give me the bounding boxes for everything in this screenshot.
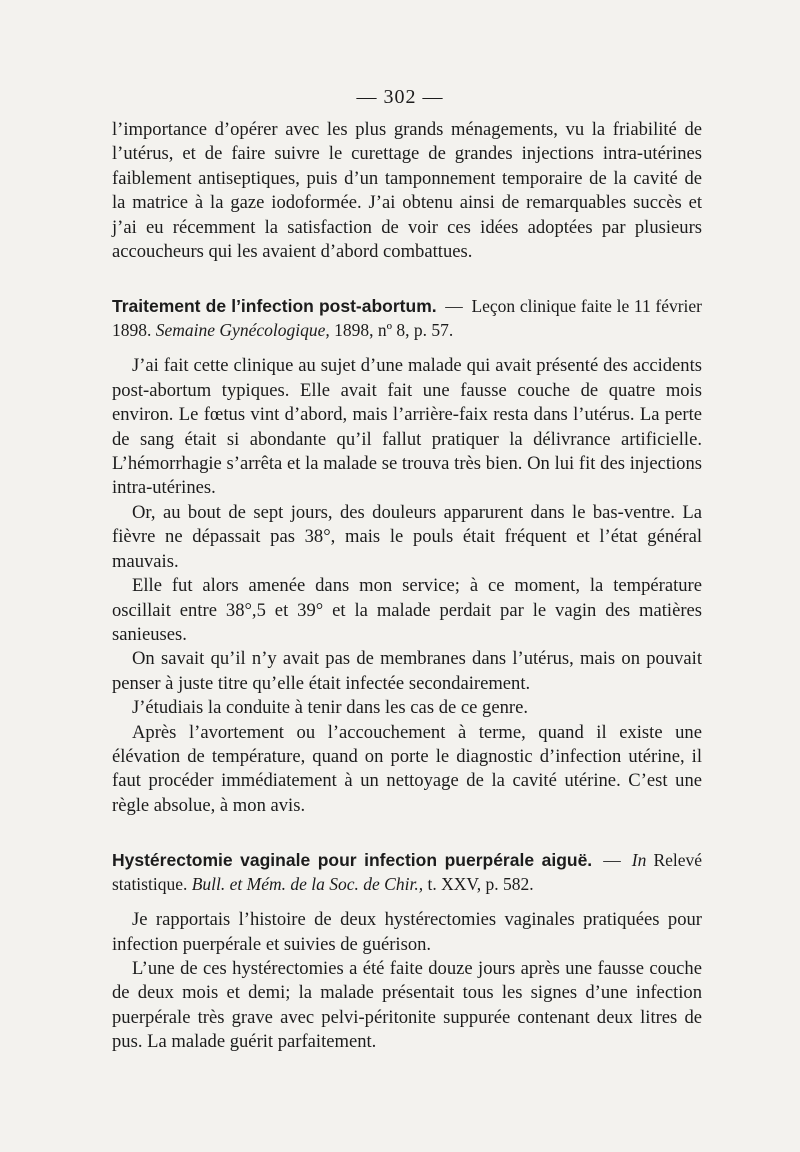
text-column xyxy=(112,118,702,1055)
body-paragraph: On savait qu’il n’y avait pas de membranes dans l’utérus, mais on pouvait penser à juste titre qu’elle était infectée secondairement. xyxy=(112,648,702,694)
section-title: Hystérectomie vaginale pour infection puerpérale aiguë. xyxy=(112,850,593,871)
section-hysterectomie xyxy=(112,848,702,1054)
citation: 1898, nº 8, p. 57. xyxy=(334,320,454,341)
section-title: Traitement de l’infection post-abortum. xyxy=(112,296,437,317)
journal-name: Bull. et Mém. de la Soc. de Chir., xyxy=(191,874,424,895)
reference-text: Relevé statistique. xyxy=(112,850,703,895)
citation: t. XXV, p. 582. xyxy=(427,874,534,895)
reference-text: Leçon clinique faite le 11 février 1898. xyxy=(112,296,703,341)
heading-dash: — xyxy=(603,850,621,871)
intro-paragraph: l’importance d’opérer avec les plus grands ménagements, vu la friabilité de l’utérus, et de faire suivre le curettage de grandes injections intra-utérines faiblement antiseptiques, puis d’un tamponnement temporaire de la cavité de la matrice à la gaze iodoformée. J’ai obtenu ainsi de remarquables succès et j’ai eu récemment la satisfaction de voir ces idées adoptées par plusieurs accoucheurs qui les avaient d’abord combattues. xyxy=(112,119,702,263)
body-paragraph: J’ai fait cette clinique au sujet d’une malade qui avait présenté des accidents post-abortum typiques. Elle avait fait une fausse couche de quatre mois environ. Le fœtus vint d’abord, mais l’arrière-faix resta dans l’utérus. La perte de sang était si abondante qu’il fallut pratiquer la délivrance artificielle. L’hémorrhagie s’arrêta et la malade se trouva très bien. On lui fit des injections intra-utérines. xyxy=(112,355,702,499)
page-number: — 302 — xyxy=(356,86,444,108)
body-paragraph: Or, au bout de sept jours, des douleurs apparurent dans le bas-ventre. La fièvre ne dépassait pas 38°, mais le pouls était fréquent et l’état général mauvais. xyxy=(112,501,702,572)
in-label: In xyxy=(631,850,647,871)
body-paragraph: Je rapportais l’histoire de deux hystérectomies vaginales pratiquées pour infection puerpérale et suivies de guérison. xyxy=(112,909,702,955)
body-paragraph: Elle fut alors amenée dans mon service; à ce moment, la température oscillait entre 38°,5 et 39° et la malade perdait par le vagin des matières sanieuses. xyxy=(112,575,702,645)
journal-name: Semaine Gynécologique, xyxy=(155,320,330,341)
heading-dash: — xyxy=(445,296,463,317)
section-post-abortum xyxy=(112,294,702,818)
section-heading xyxy=(112,848,702,896)
body-paragraph: L’une de ces hystérectomies a été faite douze jours après une fausse couche de deux mois et demi; la malade présentait tous les signes d’une infection puerpérale très grave avec pelvi-péritonite suppurée contenant deux litres de pus. La malade guérit parfaitement. xyxy=(112,957,702,1053)
section-heading xyxy=(112,294,702,342)
body-paragraph: J’étudiais la conduite à tenir dans les cas de ce genre. xyxy=(132,697,528,719)
body-paragraph: Après l’avortement ou l’accouchement à terme, quand il existe une élévation de température, quand on porte le diagnostic d’infection utérine, il faut procéder immédiatement à un nettoyage de la cavité utérine. C’est une règle absolue, à mon avis. xyxy=(112,721,702,816)
